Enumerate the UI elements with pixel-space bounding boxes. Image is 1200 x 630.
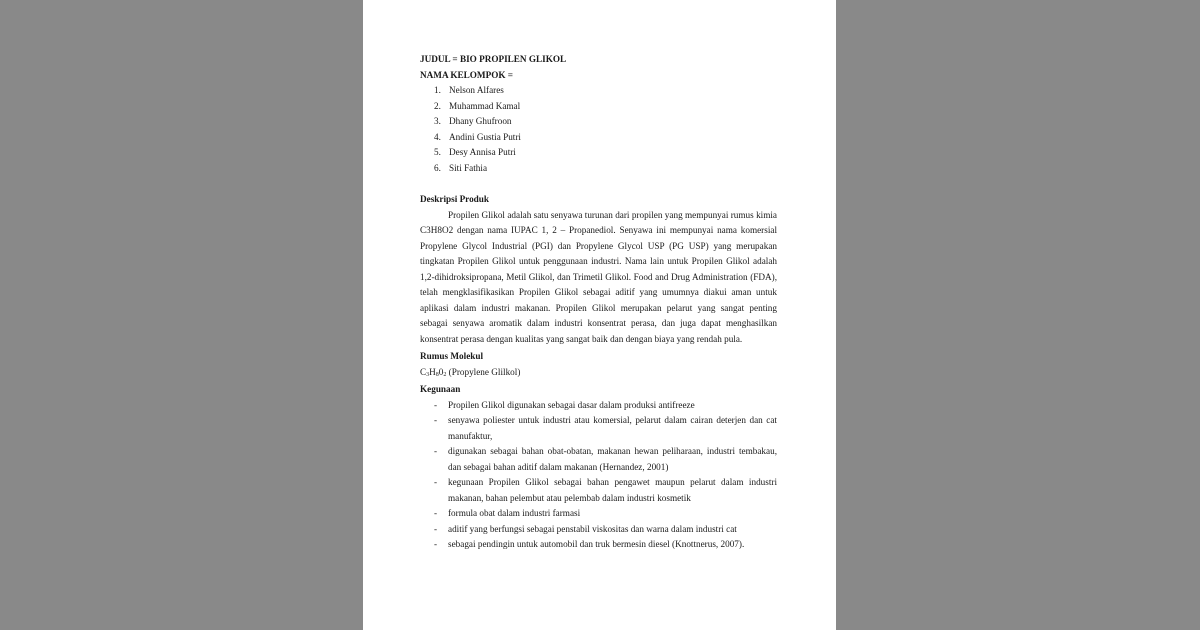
use-text: digunakan sebagai bahan obat-obatan, makanan hewan peliharaan, industri tembakau, dan sebagai bahan aditif dalam makanan (Hernandez, 2001) (448, 446, 777, 472)
title-line: JUDUL = BIO PROPILEN GLIKOL (420, 54, 567, 64)
list-item (420, 114, 777, 130)
list-item (420, 83, 777, 99)
formula-name: (Propylene Glilkol) (446, 366, 521, 377)
list-item (420, 161, 777, 177)
member-name: Dhany Ghufroon (449, 116, 512, 126)
member-name: Desy Annisa Putri (449, 147, 516, 157)
list-number: 3. (434, 116, 441, 126)
dash-bullet: - (434, 399, 438, 410)
formula-h-sub: 8 (435, 371, 439, 378)
uses-heading: Kegunaan (420, 384, 461, 394)
dash-bullet: - (434, 477, 438, 487)
member-name: Muhammad Kamal (449, 100, 521, 111)
member-name: Siti Fathia (449, 162, 488, 173)
formula-line (420, 365, 777, 381)
use-text: formula obat dalam industri farmasi (448, 508, 581, 518)
group-label: NAMA KELOMPOK = (420, 69, 514, 80)
use-text: kegunaan Propilen Glikol sebagai bahan pengawet maupun pelarut dalam industri makanan, bahan pelembut atau pelembab dalam industri kosmetik (448, 477, 777, 503)
list-item (420, 130, 777, 146)
list-number: 1. (434, 85, 441, 95)
member-name: Nelson Alfares (449, 85, 504, 95)
uses-list (420, 398, 777, 553)
list-item (420, 444, 777, 475)
list-number: 4. (434, 131, 441, 142)
list-item (420, 506, 777, 522)
member-name: Andini Gustia Putri (449, 131, 521, 142)
use-text: Propilen Glikol digunakan sebagai dasar dalam produksi antifreeze (448, 399, 695, 410)
formula-o-sub: 2 (443, 371, 447, 378)
list-item (420, 413, 777, 444)
list-number: 5. (434, 147, 441, 157)
dash-bullet: - (434, 523, 438, 534)
list-number: 2. (434, 100, 441, 111)
member-list (420, 83, 777, 176)
list-number: 6. (434, 162, 441, 173)
use-text: senyawa poliester untuk industri atau komersial, pelarut dalam cairan deterjen dan cat manufaktur, (448, 415, 777, 441)
list-item (420, 522, 777, 538)
list-item (420, 475, 777, 506)
dash-bullet: - (434, 446, 438, 456)
formula-h: H (429, 366, 436, 377)
list-item (420, 99, 777, 115)
dash-bullet: - (434, 508, 438, 518)
formula-c-sub: 3 (426, 371, 430, 378)
dash-bullet: - (434, 415, 438, 425)
formula-c: C (420, 366, 427, 377)
formula-o: 0 (438, 366, 444, 377)
use-text: sebagai pendingin untuk automobil dan truk bermesin diesel (Knottnerus, 2007). (448, 539, 745, 549)
list-item (420, 537, 777, 553)
description-heading: Deskripsi Produk (420, 194, 490, 204)
description-paragraph: Propilen Glikol adalah satu senyawa turunan dari propilen yang mempunyai rumus kimia C3H8O2 dengan nama IUPAC 1, 2 – Propanediol. Senyawa ini mempunyai nama komersial Propylene Glycol Industrial (PGI) dan Propylene Glycol USP (PG USP) yang merupakan tingkatan Propilen Glikol untuk penggunaan industri. Nama lain untuk Propilen Glikol adalah 1,2-dihidroksipropana, Metil Glikol, dan Trimetil Glikol. Food and Drug Administration (FDA), telah mengklasifikasikan Propilen Glikol sebagai aditif yang umumnya diakui aman untuk aplikasi dalam industri makanan. Propilen Glikol merupakan pelarut yang sangat penting sebagai senyawa aromatik dalam industri konsentrat perasa, dan juga dapat menghasilkan konsentrat perasa dengan kualitas yang sangat baik dan dengan biaya yang rendah pula. (420, 209, 777, 344)
list-item (420, 145, 777, 161)
formula-heading: Rumus Molekul (420, 351, 484, 361)
use-text: aditif yang berfungsi sebagai penstabil viskositas dan warna dalam industri cat (448, 523, 737, 534)
dash-bullet: - (434, 539, 438, 549)
document-page (363, 0, 836, 630)
list-item (420, 398, 777, 414)
document-content (420, 52, 777, 553)
